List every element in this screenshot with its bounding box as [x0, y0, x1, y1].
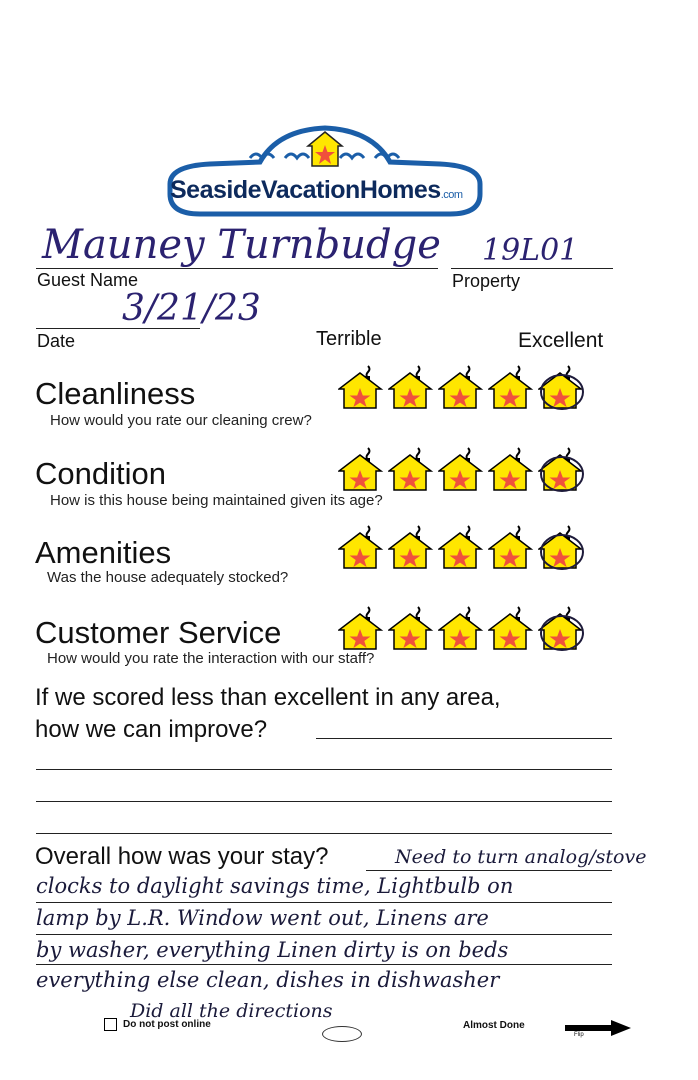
- category-question: How would you rate the interaction with our staff?: [47, 650, 375, 667]
- guest-name-line: [36, 268, 438, 269]
- date-value: 3/21/23: [122, 288, 261, 329]
- improve-line-2[interactable]: [36, 769, 612, 770]
- house-star-icon[interactable]: [338, 524, 384, 570]
- almost-done-label: Almost Done: [463, 1020, 525, 1031]
- scale-low-label: Terrible: [316, 328, 382, 350]
- do-not-post-label: Do not post online: [123, 1019, 211, 1030]
- category-question: Was the house adequately stocked?: [47, 569, 289, 586]
- house-star-icon[interactable]: [388, 524, 434, 570]
- house-star-icon[interactable]: [438, 364, 484, 410]
- rating-row[interactable]: [338, 446, 584, 492]
- overall-line-2: [36, 902, 612, 903]
- date-line: [36, 328, 200, 329]
- property-label: Property: [452, 271, 521, 291]
- house-star-icon[interactable]: [338, 605, 384, 651]
- do-not-post-checkbox[interactable]: [104, 1018, 211, 1031]
- logo-brand: SeasideVacationHomes: [170, 176, 441, 204]
- category-title: Condition: [35, 456, 166, 491]
- flip-label: Flip: [574, 1032, 584, 1038]
- signature-mark: [322, 1026, 362, 1042]
- house-star-icon[interactable]: [538, 364, 584, 410]
- category-question: How is this house being maintained given its age?: [50, 492, 383, 509]
- house-star-icon[interactable]: [388, 605, 434, 651]
- category-question: How would you rate our cleaning crew?: [50, 412, 312, 429]
- logo-suffix: .com: [440, 189, 463, 201]
- category-title: Cleanliness: [35, 376, 196, 411]
- overall-line-4: [36, 964, 612, 965]
- improve-line-3[interactable]: [36, 801, 612, 802]
- guest-name-label: Guest Name: [37, 270, 139, 290]
- house-star-icon[interactable]: [538, 605, 584, 651]
- overall-answer-line-3: lamp by L.R. Window went out, Linens are: [36, 906, 489, 930]
- property-value: 19L01: [482, 233, 579, 268]
- house-star-icon[interactable]: [488, 524, 534, 570]
- house-star-icon[interactable]: [488, 605, 534, 651]
- rating-row[interactable]: [338, 605, 584, 651]
- logo-graphic: [150, 122, 500, 222]
- rating-row[interactable]: [338, 524, 584, 570]
- date-label: Date: [37, 331, 76, 351]
- house-star-icon[interactable]: [438, 605, 484, 651]
- category-title: Amenities: [35, 535, 172, 570]
- house-star-icon[interactable]: [538, 524, 584, 570]
- checkbox-icon[interactable]: [104, 1018, 117, 1031]
- house-star-icon[interactable]: [338, 446, 384, 492]
- overall-answer-line-1: Need to turn analog/stove: [395, 846, 647, 868]
- house-star-icon[interactable]: [388, 364, 434, 410]
- overall-answer-line-5: everything else clean, dishes in dishwasher: [36, 968, 500, 992]
- logo: [150, 122, 500, 222]
- overall-line-1: [366, 870, 612, 871]
- property-line: [451, 268, 613, 269]
- improve-question-line2: how we can improve?: [35, 716, 268, 743]
- scale-high-label: Excellent: [518, 329, 604, 352]
- improve-line-1[interactable]: [316, 738, 612, 739]
- house-star-icon[interactable]: [338, 364, 384, 410]
- improve-question-line1: If we scored less than excellent in any area,: [35, 684, 501, 711]
- house-star-icon[interactable]: [488, 446, 534, 492]
- house-star-icon[interactable]: [488, 364, 534, 410]
- overall-answer-line-6: Did all the directions: [130, 1000, 333, 1022]
- improve-line-4[interactable]: [36, 833, 612, 834]
- rating-row[interactable]: [338, 364, 584, 410]
- overall-question: Overall how was your stay?: [35, 843, 329, 870]
- category-title: Customer Service: [35, 615, 282, 650]
- house-star-icon[interactable]: [438, 524, 484, 570]
- overall-line-3: [36, 934, 612, 935]
- house-star-icon[interactable]: [438, 446, 484, 492]
- house-star-icon[interactable]: [388, 446, 434, 492]
- guest-name-value: Mauney Turnbudge: [42, 222, 441, 268]
- house-star-icon[interactable]: [538, 446, 584, 492]
- overall-answer-line-2: clocks to daylight savings time, Lightbulb on: [36, 874, 514, 898]
- overall-answer-line-4: by washer, everything Linen dirty is on beds: [36, 938, 509, 962]
